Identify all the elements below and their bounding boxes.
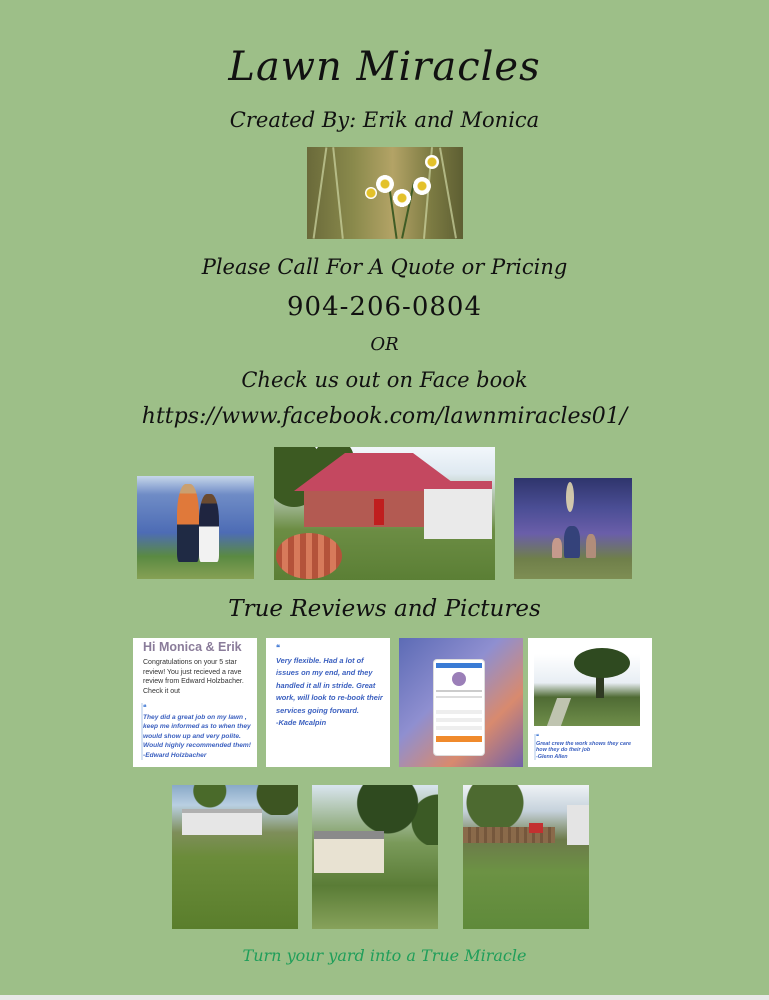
review-card-2 [266,638,390,767]
review-quote [141,703,253,760]
review-quote-text: They did a great job on my lawn , keep me informed as to when they would show up and very polite. Would highly recommended them! [143,713,251,749]
call-text: Please Call For A Quote or Pricing [201,255,568,279]
review-quote-text: Great crew the work shows they care how they do their job [536,740,631,753]
review-author: -Edward Holzbacher [143,751,207,759]
couple-photo [137,476,254,579]
review-card-1 [133,638,257,767]
review-author: -Kade Mcalpin [276,718,327,727]
quote-icon: ❝ [143,704,147,711]
subtitle: Created By: Erik and Monica [229,108,540,132]
yard-photo [534,654,640,726]
lawn-photo-1 [172,785,298,929]
house-photo [274,447,495,580]
quote-icon: ❝ [536,734,539,740]
review-quote [534,734,632,760]
review-card-heading: Hi Monica & Erik [143,640,242,654]
page-bottom-edge [0,995,769,1000]
facebook-label: Check us out on Face book [241,368,528,392]
review-author: -Glenn Allen [536,753,568,760]
or-text: OR [370,334,399,355]
reviews-heading: True Reviews and Pictures [228,596,541,622]
review-card-body: Congratulations on your 5 star review! You just recieved a rave review from Edward Holzbacher. Check it out [143,659,244,695]
page-title: Lawn Miracles [228,44,541,90]
review-card-3-screenshot [399,638,523,767]
facebook-link[interactable]: https://www.facebook.com/lawnmiracles01/ [141,404,628,429]
lake-photo [514,478,632,579]
phone-number[interactable]: 904-206-0804 [287,292,482,322]
lawn-photo-2 [312,785,438,929]
quote-icon: ❝ [276,643,280,652]
review-card-4 [528,638,652,767]
review-quote-text: Very flexible. Had a lot of issues on my end, and they handled it all in stride. Great work, will look to re-book their services going forward. [276,655,383,715]
tagline: Turn your yard into a True Miracle [242,946,527,965]
review-quote [276,642,386,730]
daisy-photo [307,147,463,239]
avatar [452,672,466,686]
lawn-photo-3 [463,785,589,929]
phone-screenshot [434,660,484,755]
